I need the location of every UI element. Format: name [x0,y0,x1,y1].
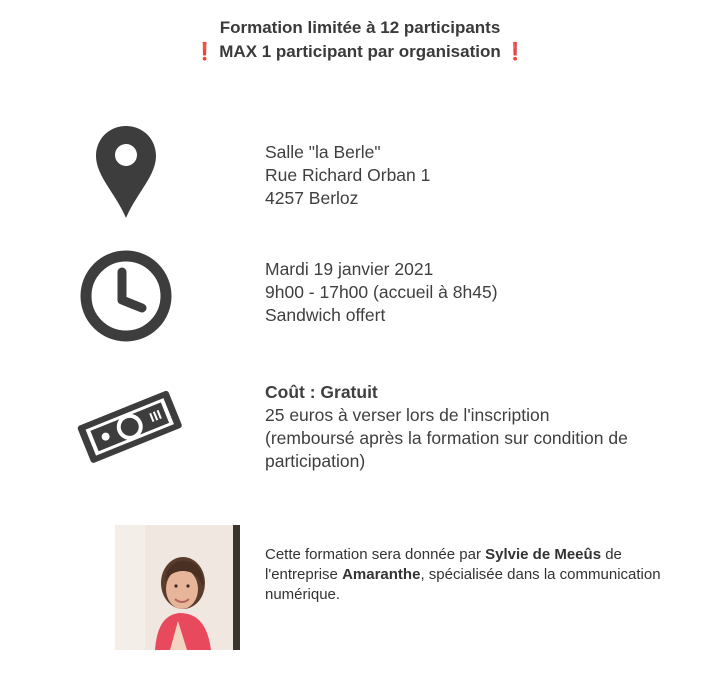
trainer-company: Amaranthe [342,566,421,583]
max-participant-text: MAX 1 participant par organisation [219,42,501,61]
money-bill-icon [74,385,184,470]
location-line: 4257 Berloz [265,188,359,208]
cost-line: 25 euros à verser lors de l'inscription [265,405,550,425]
trainer-name: Sylvie de Meeûs [485,546,602,563]
location-line: Salle "la Berle" [265,142,381,162]
exclamation-icon: ❗ [504,42,526,61]
trainer-text-after: , spécialisée dans la communication numérique. [265,566,661,603]
location-line: Rue Richard Orban 1 [265,165,431,185]
participants-limit: Formation limitée à 12 participants [219,18,501,37]
schedule-line: 9h00 - 17h00 (accueil à 8h45) [265,282,498,302]
max-participant-notice [0,40,720,64]
clock-icon [78,248,174,349]
header [0,16,720,64]
cost-line: participation) [265,451,366,471]
trainer-text-mid: de l'entreprise [265,546,622,583]
schedule-line: Sandwich offert [265,305,386,325]
cost-text [265,381,628,473]
schedule-text [265,258,498,327]
map-pin-icon [94,124,158,225]
schedule-line: Mardi 19 janvier 2021 [265,259,434,279]
cost-title: Coût : Gratuit [265,382,378,402]
trainer-description [265,545,695,605]
trainer-text-before: Cette formation sera donnée par [265,546,486,563]
exclamation-icon: ❗ [194,42,216,61]
cost-line: (remboursé après la formation sur condition de [265,428,628,448]
trainer-photo [115,525,240,650]
location-text [265,141,430,210]
